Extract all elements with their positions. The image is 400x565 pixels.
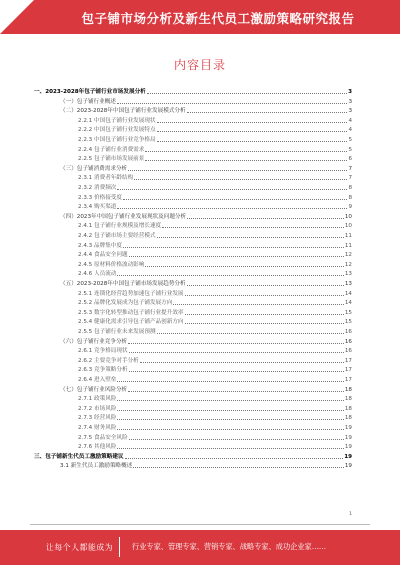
toc-entry-text: （四）2023年中国包子铺行业发展现状及问题分析	[60, 213, 187, 220]
toc-entry-text: 2.4.5 原材料价格波动影响	[78, 261, 145, 268]
toc-entry-page: 10	[344, 213, 352, 220]
toc-entry-page: 4	[348, 117, 352, 124]
toc-leader-dots	[185, 294, 344, 296]
toc-entry-page: 8	[348, 194, 352, 201]
footer-slogan: 让每个人都能成为	[46, 543, 114, 552]
toc-entry[interactable]	[78, 144, 352, 153]
toc-leader-dots	[157, 121, 348, 123]
toc-leader-dots	[187, 217, 344, 219]
toc-leader-dots	[145, 159, 347, 161]
toc-entry[interactable]	[78, 201, 352, 210]
toc-entry[interactable]	[60, 460, 352, 469]
toc-entry-page: 17	[344, 357, 352, 364]
toc-entry-text: 2.2.1 中国包子铺行业发展现状	[78, 117, 156, 124]
toc-leader-dots	[147, 92, 347, 94]
toc-entry[interactable]	[78, 240, 352, 249]
toc-leader-dots	[129, 255, 344, 257]
toc-entry-page: 13	[344, 281, 352, 287]
toc-entry[interactable]	[78, 441, 352, 450]
toc-entry-page: 19	[344, 425, 352, 431]
toc-entry-page: 16	[344, 348, 352, 355]
toc-entry-page: 5	[348, 146, 352, 153]
toc-entry[interactable]	[78, 393, 352, 402]
toc-entry[interactable]	[78, 432, 352, 441]
toc-entry[interactable]	[78, 412, 352, 421]
footer-separator	[119, 537, 120, 557]
toc-title: 内容目录	[173, 58, 226, 72]
toc-entry[interactable]	[60, 384, 352, 393]
toc-leader-dots	[134, 178, 347, 180]
toc-leader-dots	[129, 351, 344, 353]
toc-leader-dots	[129, 438, 344, 440]
toc-entry-page: 16	[344, 338, 352, 345]
toc-entry-text: 2.6.2 主要竞争对手分析	[78, 357, 139, 364]
toc-entry-text: 2.3.3 价格接受度	[78, 194, 122, 201]
toc-entry-page: 18	[344, 396, 352, 403]
toc-entry-text: 2.4.4 食品安全问题	[78, 252, 128, 259]
toc-leader-dots	[157, 130, 348, 132]
toc-leader-dots	[117, 207, 347, 209]
toc-entry[interactable]	[78, 297, 352, 306]
toc-entry-text: 2.2.2 中国包子铺行业发展特点	[78, 127, 156, 134]
toc-entry[interactable]	[60, 211, 352, 220]
toc-entry[interactable]	[78, 422, 352, 431]
toc-entry-text: 2.6.1 竞争格局现状	[78, 348, 128, 355]
toc-entry[interactable]	[78, 326, 352, 335]
toc-entry-text: 2.2.4 包子铺行业消费需求	[78, 146, 145, 153]
toc-entry-text: （三）包子铺消费需求分析	[60, 165, 128, 172]
toc-leader-dots	[162, 226, 344, 228]
toc-entry[interactable]	[78, 364, 352, 373]
toc-leader-dots	[117, 102, 347, 104]
toc-entry-text: 2.5.1 连锁化经营趋势加速包子铺行业发展	[78, 290, 184, 297]
toc-entry-page: 12	[344, 261, 352, 268]
toc-entry[interactable]	[60, 278, 352, 287]
toc-leader-dots	[128, 390, 344, 392]
toc-entry-text: 2.3.4 购买渠道	[78, 204, 117, 211]
toc-leader-dots	[145, 265, 344, 267]
toc-entry-page: 10	[344, 223, 352, 230]
toc-entry-page: 19	[344, 434, 352, 441]
toc-leader-dots	[123, 246, 344, 248]
toc-leader-dots	[187, 284, 344, 286]
toc-entry-page: 4	[348, 127, 352, 134]
toc-entry-page: 15	[344, 309, 352, 316]
toc-leader-dots	[185, 313, 344, 315]
toc-entry-text: 2.5.5 包子铺行业未来发展预测	[78, 329, 156, 335]
toc-entry-page: 15	[344, 319, 352, 326]
toc-leader-dots	[157, 236, 344, 238]
toc-entry-page: 11	[344, 242, 352, 249]
toc-entry-text: （一）包子铺行业概述	[60, 98, 116, 105]
toc-entry[interactable]	[34, 86, 352, 95]
toc-entry-page: 12	[344, 252, 352, 259]
toc-entry[interactable]	[60, 163, 352, 172]
toc-entry-page: 9	[348, 204, 352, 211]
toc-entry-text: 2.3.2 消费频次	[78, 185, 117, 191]
toc-leader-dots	[133, 466, 344, 468]
toc-leader-dots	[117, 418, 343, 420]
toc-entry[interactable]	[78, 182, 352, 191]
toc-entry-text: 2.4.3 品牌集中度	[78, 242, 122, 249]
toc-entry[interactable]	[78, 345, 352, 354]
toc-leader-dots	[117, 399, 343, 401]
toc-entry[interactable]	[78, 403, 352, 412]
toc-entry[interactable]	[60, 96, 352, 105]
toc-entry[interactable]	[78, 374, 352, 383]
toc-entry-text: 2.4.1 包子铺行业规模及增长速度	[78, 223, 162, 230]
toc-entry-page: 18	[344, 405, 352, 412]
toc-entry-text: （五）2023-2028年中国包子铺市场发展趋势分析	[60, 281, 186, 287]
page-number: 1	[349, 512, 352, 517]
toc-entry-text: 2.7.1 政策风险	[78, 396, 117, 403]
toc-entry-text: （六）包子铺行业竞争分析	[60, 338, 128, 345]
toc-entry[interactable]	[78, 355, 352, 364]
toc-leader-dots	[140, 361, 344, 363]
toc-entry[interactable]	[78, 307, 352, 316]
toc-leader-dots	[129, 370, 344, 372]
toc-leader-dots	[117, 428, 343, 430]
toc-entry[interactable]	[34, 451, 352, 460]
toc-entry-page: 11	[344, 233, 352, 239]
toc-leader-dots	[117, 409, 343, 411]
toc-entry-page: 7	[348, 175, 352, 182]
toc-entry-page: 8	[348, 185, 352, 191]
toc-entry-page: 18	[344, 415, 352, 422]
toc-entry-text: 2.4.2 包子铺市场主要经营模式	[78, 233, 156, 239]
toc-entry-text: 一、2023-2028年包子铺行业市场发展分析	[34, 89, 146, 95]
toc-leader-dots	[157, 140, 348, 142]
toc-leader-dots	[173, 303, 344, 305]
toc-entry-text: 3.1 新生代员工激励策略概述	[60, 463, 133, 470]
toc-entry-text: 2.2.5 包子铺市场发展前景	[78, 156, 145, 163]
toc-entry[interactable]	[78, 134, 352, 143]
toc-entry[interactable]	[78, 192, 352, 201]
toc-entry-page: 13	[344, 271, 352, 278]
toc-entry-text: 2.7.3 经营风险	[78, 415, 117, 422]
toc-entry[interactable]	[78, 153, 352, 162]
toc-entry-page: 17	[344, 377, 352, 383]
toc-entry-page: 7	[348, 165, 352, 172]
toc-entry[interactable]	[78, 124, 352, 133]
toc-entry-text: （七）包子铺行业风险分析	[60, 386, 128, 393]
toc-entry-page: 3	[348, 98, 352, 105]
footer-roles: 行业专家、管理专家、营销专家、战略专家、成功企业家……	[132, 542, 327, 551]
toc-entry-page: 3	[348, 89, 352, 95]
toc-entry-page: 3	[348, 108, 352, 115]
toc-entry-text: 2.2.3 中国包子铺行业竞争格局	[78, 137, 156, 143]
toc-leader-dots	[187, 111, 348, 113]
toc-entry[interactable]	[60, 336, 352, 345]
toc-leader-dots	[117, 380, 343, 382]
toc-entry[interactable]	[78, 230, 352, 239]
toc-entry-text: 2.5.2 品牌化发展成为包子铺发展方向	[78, 300, 173, 307]
toc-entry-text: 三、包子铺新生代员工激励策略建议	[34, 453, 124, 460]
toc-entry-text: 2.7.2 市场风险	[78, 405, 117, 412]
toc-entry[interactable]	[60, 105, 352, 114]
toc-entry[interactable]	[78, 268, 352, 277]
toc-leader-dots	[125, 457, 344, 459]
header-corner-notch	[0, 0, 34, 34]
footer-divider	[30, 524, 370, 525]
toc-entry-page: 18	[344, 386, 352, 393]
toc-leader-dots	[145, 150, 347, 152]
toc-entry-text: （二）2023-2028年中国包子铺行业发展模式分析	[60, 108, 186, 115]
toc-entry-page: 17	[344, 367, 352, 374]
toc-leader-dots	[157, 332, 344, 334]
toc-entry-page: 6	[348, 156, 352, 163]
toc-entry-text: 2.6.3 竞争策略分析	[78, 367, 128, 374]
toc-entry-text: 2.3.1 消费者年龄结构	[78, 175, 134, 182]
toc-entry[interactable]	[78, 316, 352, 325]
toc-entry-page: 14	[344, 300, 352, 307]
toc-leader-dots	[123, 198, 347, 200]
toc-entry[interactable]	[78, 172, 352, 181]
toc-entry-text: 2.7.4 财务风险	[78, 425, 117, 431]
report-title: 包子铺市场分析及新生代员工激励策略研究报告	[81, 11, 355, 26]
toc-leader-dots	[117, 188, 347, 190]
toc-entry[interactable]	[78, 115, 352, 124]
toc-entry-text: 2.4.6 人员流动	[78, 271, 117, 278]
toc-entry[interactable]	[78, 259, 352, 268]
toc-entry-text: 2.7.6 其他风险	[78, 444, 117, 451]
toc-leader-dots	[117, 447, 343, 449]
toc-leader-dots	[128, 169, 347, 171]
toc-entry-text: 2.5.3 数字化转型推动包子铺行业提升效率	[78, 309, 184, 316]
toc-entry-page: 16	[344, 329, 352, 335]
toc-entry[interactable]	[78, 288, 352, 297]
toc-leader-dots	[128, 342, 344, 344]
toc-entry-text: 2.5.4 健康化需求引导包子铺产品创新方向	[78, 319, 184, 326]
toc-leader-dots	[117, 274, 343, 276]
toc-entry[interactable]	[78, 220, 352, 229]
toc-entry-page: 19	[344, 453, 352, 460]
toc-entry-page: 19	[344, 444, 352, 451]
toc-entry-page: 5	[348, 137, 352, 143]
toc-entry-page: 14	[344, 290, 352, 297]
toc-entry-page: 19	[344, 463, 352, 470]
toc-entry-text: 2.6.4 进入壁垒	[78, 377, 117, 383]
toc-entry[interactable]	[78, 249, 352, 258]
footer-banner	[0, 530, 400, 565]
toc-entry-text: 2.7.5 食品安全风险	[78, 434, 128, 441]
header-banner	[0, 0, 400, 34]
toc-leader-dots	[185, 322, 344, 324]
